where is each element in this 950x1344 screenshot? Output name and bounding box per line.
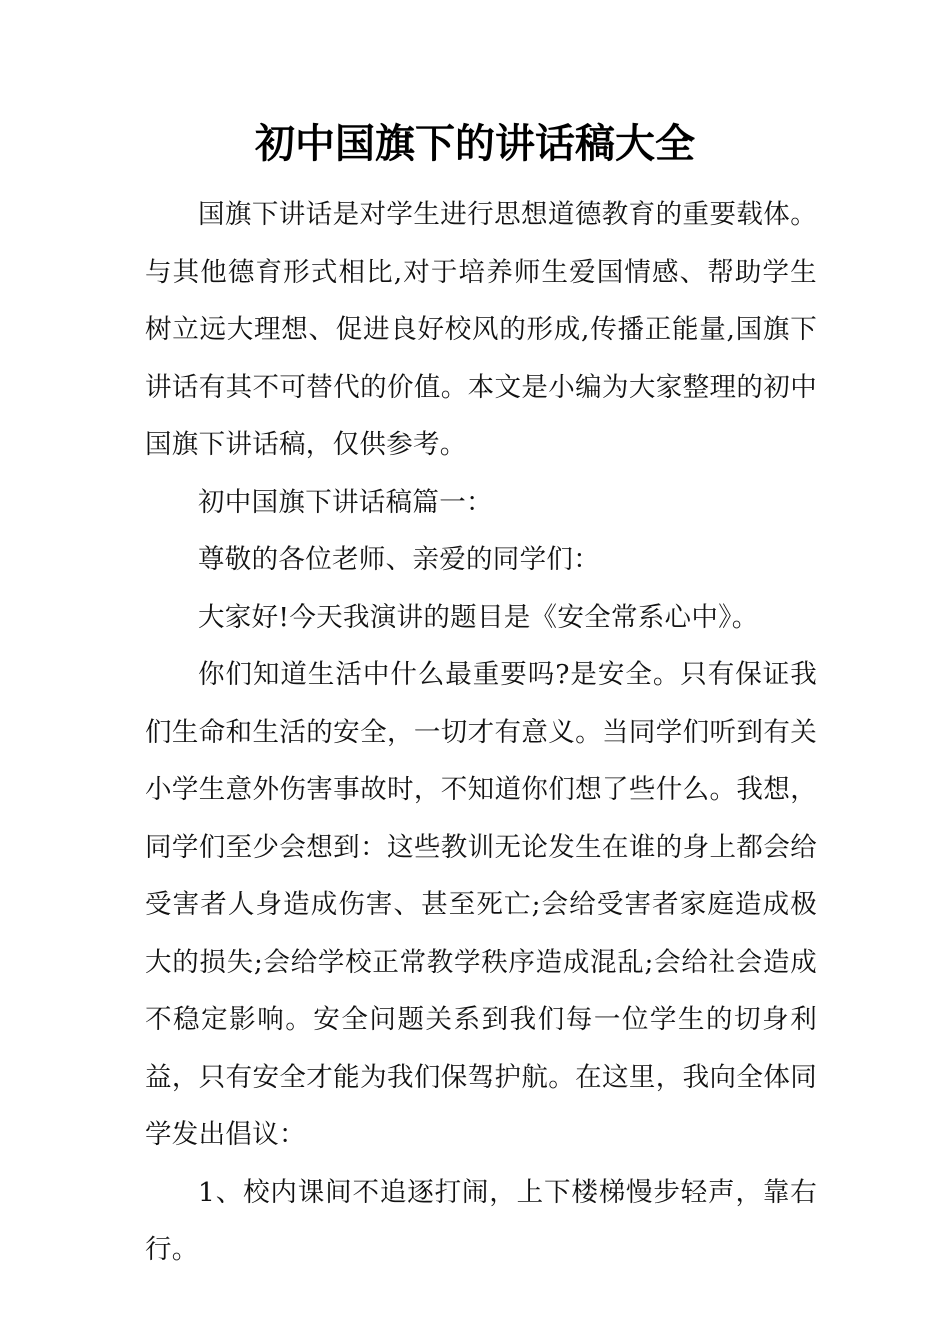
list-item: 1、校内课间不追逐打闹，上下楼梯慢步轻声，靠右行。 xyxy=(145,1176,817,1265)
main-paragraph: 你们知道生活中什么最重要吗?是安全。只有保证我们生命和生活的安全，一切才有意义。当同学们听到有关小学生意外伤害事故时，不知道你们想了些什么。我想，同学们至少会想到：这些教训无论发生在谁的身上都会给受害者人身造成伤害、甚至死亡;会给受害者家庭造成极大的损失;会给学校正常教学秩序造成混乱;会给社会造成不稳定影响。安全问题关系到我们每一位学生的切身利益，只有安全才能为我们保驾护航。在这里，我向全体同学发出倡议： xyxy=(145,659,817,1150)
greeting-paragraph: 大家好!今天我演讲的题目是《安全常系心中》。 xyxy=(198,601,759,633)
document-body xyxy=(145,186,817,1279)
salutation: 尊敬的各位老师、亲爱的同学们： xyxy=(198,544,600,575)
section-heading: 初中国旗下讲话稿篇一： xyxy=(198,486,493,518)
document-title: 初中国旗下的讲话稿大全 xyxy=(255,120,695,167)
intro-paragraph: 国旗下讲话是对学生进行思想道德教育的重要载体。与其他德育形式相比,对于培养师生爱国情感、帮助学生树立远大理想、促进良好校风的形成,传播正能量,国旗下讲话有其不可替代的价值。本文是小编为大家整理的初中国旗下讲话稿，仅供参考。 xyxy=(145,199,817,460)
